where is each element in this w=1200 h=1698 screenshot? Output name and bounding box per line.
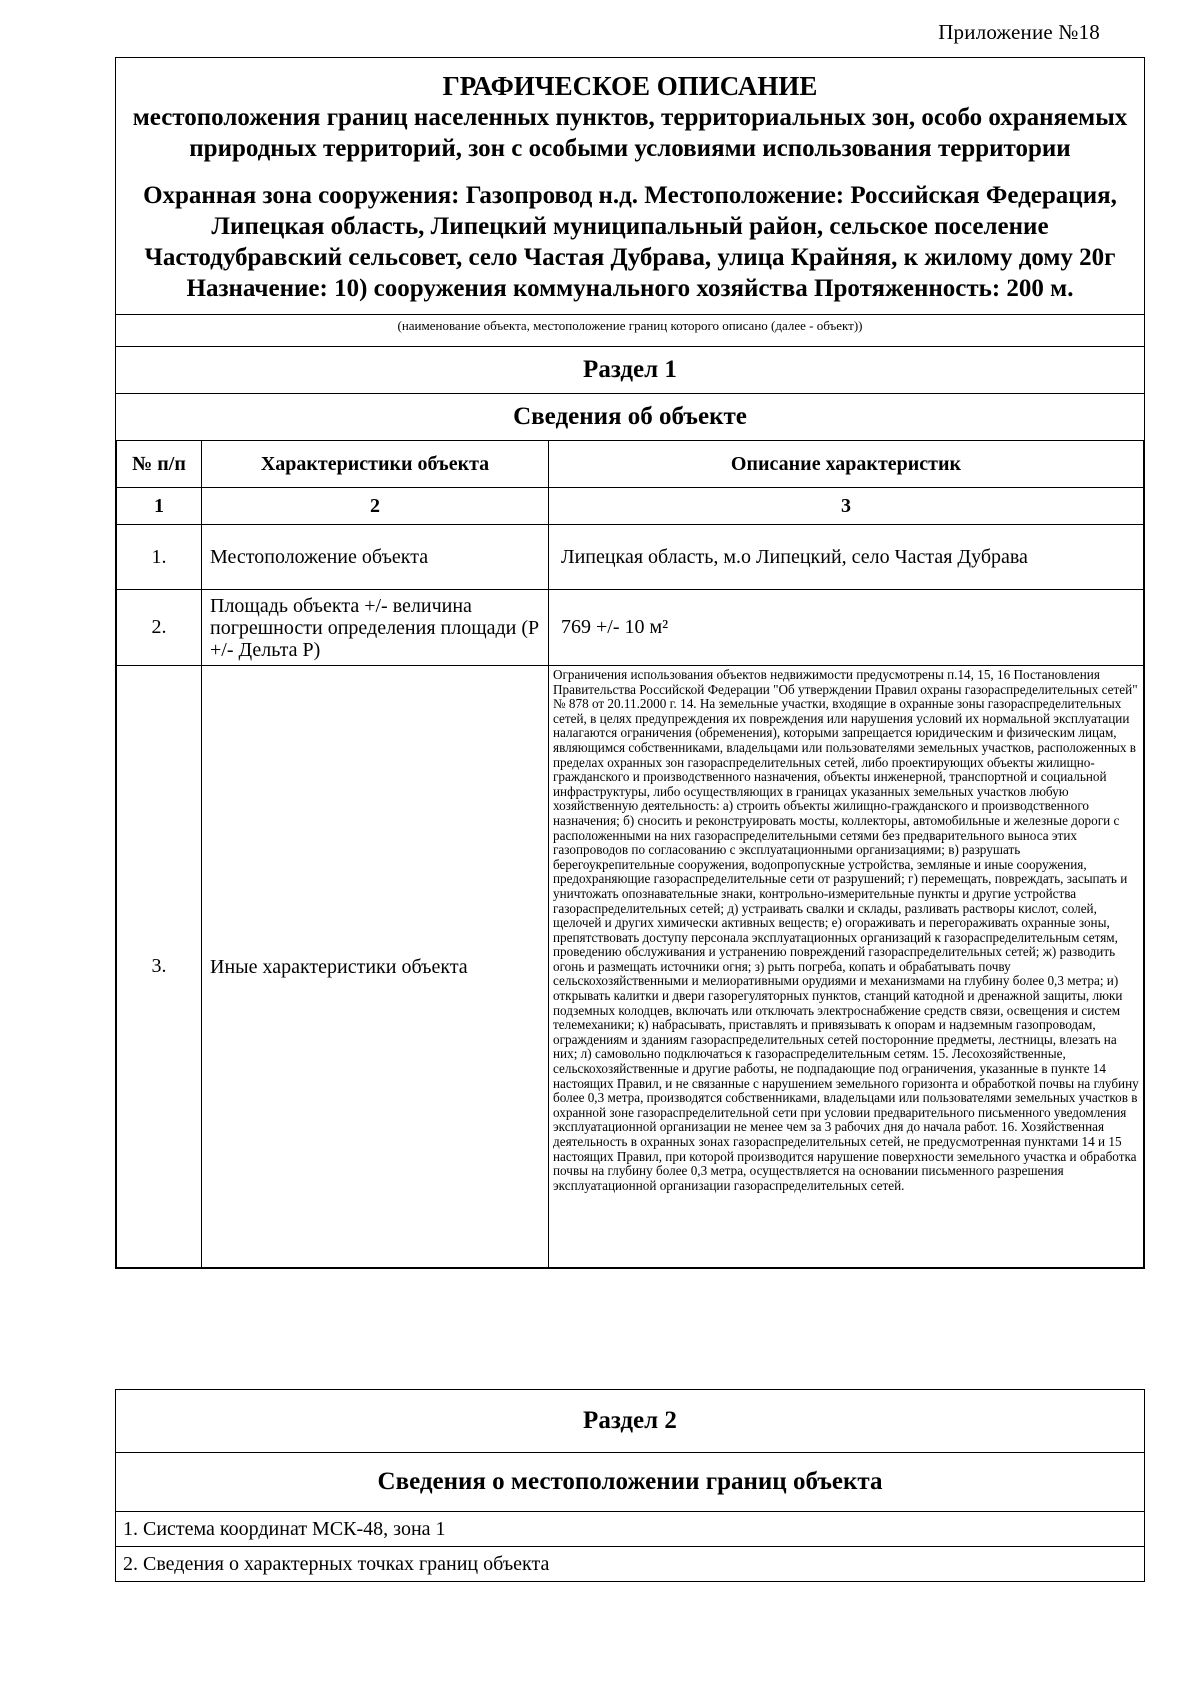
column-numbers-row xyxy=(117,488,1144,525)
row-number: 1. xyxy=(117,525,202,590)
column-number: 3 xyxy=(549,488,1144,525)
column-header-description: Описание характеристик xyxy=(549,441,1144,488)
section-1-subtitle: Сведения об объекте xyxy=(116,393,1144,440)
object-info-table xyxy=(116,440,1144,1268)
column-header-characteristics: Характеристики объекта xyxy=(202,441,549,488)
section-2-title: Раздел 2 xyxy=(583,1407,677,1434)
row-value: 769 +/- 10 м² xyxy=(549,590,1144,666)
column-header-number: № п/п xyxy=(117,441,202,488)
object-caption: (наименование объекта, местоположение границ которого описано (далее - объект)) xyxy=(116,314,1144,346)
document-header xyxy=(116,58,1144,314)
row-label: Местоположение объекта xyxy=(202,525,549,590)
table-row xyxy=(117,666,1144,1268)
table-row xyxy=(117,525,1144,590)
section-2-frame xyxy=(115,1389,1145,1582)
row-value: Липецкая область, м.о Липецкий, село Частая Дубрава xyxy=(549,525,1144,590)
object-name: Охранная зона сооружения: Газопровод н.д. Местоположение: Российская Федерация, Липецкая область, Липецкий муниципальный район, сельское поселение Частодубравский сельсовет, село Частая Дубрава, улица Крайняя, к жилому дому 20г Назначение: 10) сооружения коммунального хозяйства Протяженность: 200 м. xyxy=(143,182,1117,302)
section-2-subtitle: Сведения о местоположении границ объекта xyxy=(116,1452,1144,1511)
row-label: Иные характеристики объекта xyxy=(202,666,549,1268)
document-title: ГРАФИЧЕСКОЕ ОПИСАНИЕ xyxy=(442,71,818,101)
row-number: 2. xyxy=(117,590,202,666)
column-number: 2 xyxy=(202,488,549,525)
row-label: Площадь объекта +/- величина погрешности определения площади (P +/- Дельта P) xyxy=(202,590,549,666)
row-value-restrictions: Ограничения использования объектов недвижимости предусмотрены п.14, 15, 16 Постановления Правительства Российской Федерации "Об утверждении Правил охраны газораспределительных сетей" № 878 от 20.11.2000 г. 14. На земельные участки, входящие в охранные зоны газораспределительных сетей, в целях предупреждения их повреждения или нарушения условий их нормальной эксплуатации налагаются ограничения (обременения), которыми запрещается юридическим и физическим лицам, являющимся собственниками, владельцами или пользователями земельных участков, расположенных в пределах охранных зон газораспределительных сетей, либо проектирующих объекты жилищно-гражданского и производственного назначения, объекты инженерной, транспортной и социальной инфраструктуры, либо осуществляющих в границах указанных земельных участков любую хозяйственную деятельность: а) строить объекты жилищно-гражданского и производственного назначения; б) сносить и реконструировать мосты, коллекторы, автомобильные и железные дороги с расположенными на них газораспределительными сетями без предварительного выноса этих газопроводов по согласованию с эксплуатационными организациями; в) разрушать берегоукрепительные сооружения, водопропускные устройства, земляные и иные сооружения, предохраняющие газораспределительные сети от разрушений; г) перемещать, повреждать, засыпать и уничтожать опознавательные знаки, контрольно-измерительные пункты и другие устройства газораспределительных сетей; д) устраивать свалки и склады, разливать растворы кислот, солей, щелочей и других химически активных веществ; е) огораживать и перегораживать охранные зоны, препятствовать доступу персонала эксплуатационных организаций к газораспределительным сетям, проведению обслуживания и устранению повреждений газораспределительных сетей; ж) разводить огонь и размещать источники огня; з) рыть погреба, копать и обрабатывать почву сельскохозяйственными и мелиоративными орудиями и механизмами на глубину более 0,3 метра; и) открывать калитки и двери газорегуляторных пунктов, станций катодной и дренажной защиты, люки подземных колодцев, включать или отключать электроснабжение средств связи, освещения и систем телемеханики; к) набрасывать, приставлять и привязывать к опорам и надземным газопроводам, ограждениям и зданиям газораспределительных сетей посторонние предметы, лестницы, влезать на них; л) самовольно подключаться к газораспределительным сетям. 15. Лесохозяйственные, сельскохозяйственные и другие работы, не подпадающие под ограничения, указанные в пункте 14 настоящих Правил, и не связанные с нарушением земельного горизонта и обработкой почвы на глубину более 0,3 метра, производятся собственниками, владельцами или пользователями земельных участков в охранной зоне газораспределительной сети при условии предварительного письменного уведомления эксплуатационной организации не менее чем за 3 рабочих дня до начала работ. 16. Хозяйственная деятельность в охранных зонах газораспределительных сетей, не предусмотренная пунктами 14 и 15 настоящих Правил, при которой производится нарушение поверхности земельного участка и обработка почвы на глубину более 0,3 метра, осуществляется на основании письменного разрешения эксплуатационной организации газораспределительных сетей. xyxy=(549,666,1144,1268)
section-1-frame xyxy=(115,57,1145,1269)
appendix-number: Приложение №18 xyxy=(938,20,1100,44)
coordinate-system-row: 1. Система координат МСК-48, зона 1 xyxy=(116,1511,1144,1546)
column-number: 1 xyxy=(117,488,202,525)
row-number: 3. xyxy=(117,666,202,1268)
boundary-points-row: 2. Сведения о характерных точках границ объекта xyxy=(116,1546,1144,1581)
document-subtitle: местоположения границ населенных пунктов, территориальных зон, особо охраняемых природных территорий, зон с особыми условиями использования территории xyxy=(132,104,1128,162)
table-row xyxy=(117,590,1144,666)
section-1-title: Раздел 1 xyxy=(116,346,1144,393)
table-header-row xyxy=(117,441,1144,488)
